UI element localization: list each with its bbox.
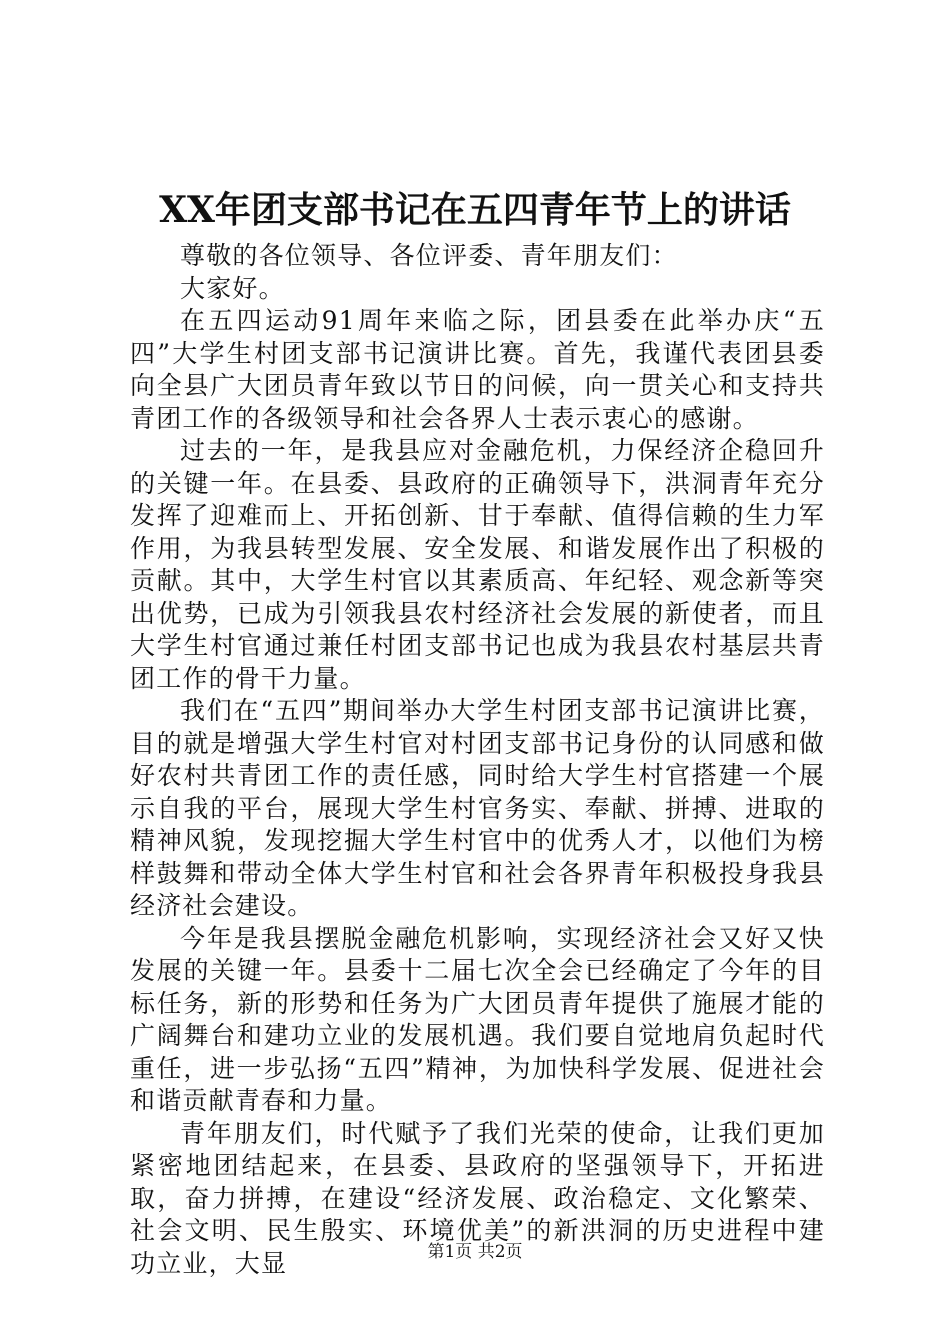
salutation-paragraph: 尊敬的各位领导、各位评委、青年朋友们： <box>180 241 678 270</box>
document-title: XX年团支部书记在五四青年节上的讲话 <box>159 189 791 231</box>
body-paragraph: 今年是我县摆脱金融危机影响，实现经济社会又好又快发展的关键一年。县委十二届七次全会已经确定了今年的目标任务，新的形势和任务为广大团员青年提供了施展才能的广阔舞台和建功立业的发展机遇。我们要自觉地肩负起时代重任，进一步弘扬“五四”精神，为加快科学发展、促进社会和谐贡献青春和力量。 <box>130 923 825 1115</box>
greeting-paragraph: 大家好。 <box>180 273 285 303</box>
page-number-footer: 第1页 共2页 <box>427 1242 523 1262</box>
body-paragraph: 我们在“五四”期间举办大学生村团支部书记演讲比赛，目的就是增强大学生村官对村团支部书记身份的认同感和做好农村共青团工作的责任感，同时给大学生村官搭建一个展示自我的平台，展现大学生村官务实、奉献、拼搏、进取的精神风貌，发现挖掘大学生村官中的优秀人才，以他们为榜样鼓舞和带动全体大学生村官和社会各界青年积极投身我县经济社会建设。 <box>130 696 825 920</box>
body-paragraph: 青年朋友们，时代赋予了我们光荣的使命，让我们更加紧密地团结起来，在县委、县政府的坚强领导下，开拓进取，奋力拼搏，在建设“经济发展、政治稳定、文化繁荣、社会文明、民生殷实、环境优美”的新洪洞的历史进程中建功立业，大显 <box>130 1118 825 1278</box>
body-paragraph: 在五四运动91周年来临之际，团县委在此举办庆“五四”大学生村团支部书记演讲比赛。首先，我谨代表团县委向全县广大团员青年致以节日的问候，向一贯关心和支持共青团工作的各级领导和社会各界人士表示衷心的感谢。 <box>130 306 825 433</box>
document-body <box>130 240 825 1280</box>
body-paragraph: 过去的一年，是我县应对金融危机，力保经济企稳回升的关键一年。在县委、县政府的正确领导下，洪洞青年充分发挥了迎难而上、开拓创新、甘于奉献、值得信赖的生力军作用，为我县转型发展、安全发展、和谐发展作出了积极的贡献。其中，大学生村官以其素质高、年纪轻、观念新等突出优势，已成为引领我县农村经济社会发展的新使者，而且大学生村官通过兼任村团支部书记也成为我县农村基层共青团工作的骨干力量。 <box>130 436 825 693</box>
